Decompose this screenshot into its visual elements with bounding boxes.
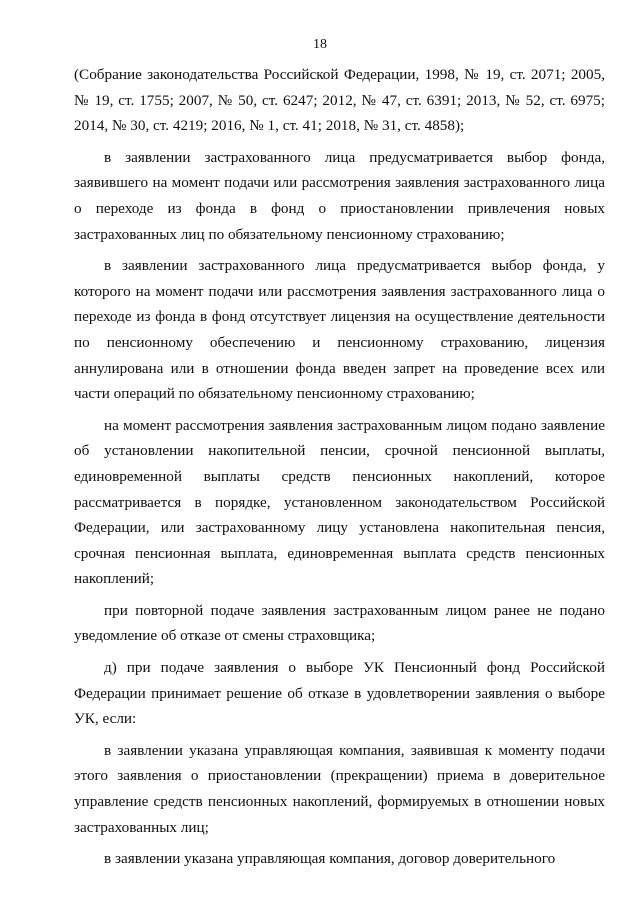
paragraph-management-company-suspension: в заявлении указана управляющая компания, заявившая к моменту подачи этого заявления о приостановлении (прекращении) приема в доверительное управление средств пенсионных накоплений, формируемых в отношении новых застрахованных лиц; (74, 741, 605, 836)
paragraph-clause-d: д) при подаче заявления о выборе УК Пенсионный фонд Российской Федерации принимает решение об отказе в удовлетворении заявления о выборе УК, если: (74, 659, 605, 728)
paragraph-citation: (Собрание законодательства Российской Федерации, 1998, № 19, ст. 2071; 2005, № 19, ст. 1755; 2007, № 50, ст. 6247; 2012, № 47, ст. 6391; 2013, № 52, ст. 6975; 2014, № 30, ст. 4219; 2016, № 1, ст. 41; 2018, № 31, ст. 4858); (74, 66, 605, 135)
paragraph-fund-suspension: в заявлении застрахованного лица предусматривается выбор фонда, заявившего на момент подачи или рассмотрения заявления застрахованного лица о переходе из фонда в фонд о приостановлении привлечения новых застрахованных лиц по обязательному пенсионному страхованию; (74, 148, 605, 243)
paragraph-management-company-contract: в заявлении указана управляющая компания, договор доверительного (104, 850, 556, 868)
paragraph-fund-license: в заявлении застрахованного лица предусматривается выбор фонда, у которого на момент подачи или рассмотрения заявления застрахованного лица о переходе из фонда в фонд отсутствует лицензия на осуществление деятельности по пенсионному обеспечению и пенсионному страхованию, лицензия аннулирована или в отношении фонда введен запрет на проведение всех или части операций по обязательному пенсионному страхованию; (74, 257, 605, 403)
page-number: 18 (313, 37, 327, 52)
document-body (74, 62, 605, 878)
paragraph-repeat-application: при повторной подаче заявления застрахованным лицом ранее не подано уведомление об отказе от смены страховщика; (74, 601, 605, 645)
paragraph-pension-application: на момент рассмотрения заявления застрахованным лицом подано заявление об установлении накопительной пенсии, срочной пенсионной выплаты, единовременной выплаты средств пенсионных накоплений, которое рассматривается в порядке, установленном законодательством Российской Федерации, или застрахованному лицу установлена накопительная пенсия, срочная пенсионная выплата, единовременная выплата средств пенсионных накоплений; (74, 416, 605, 588)
